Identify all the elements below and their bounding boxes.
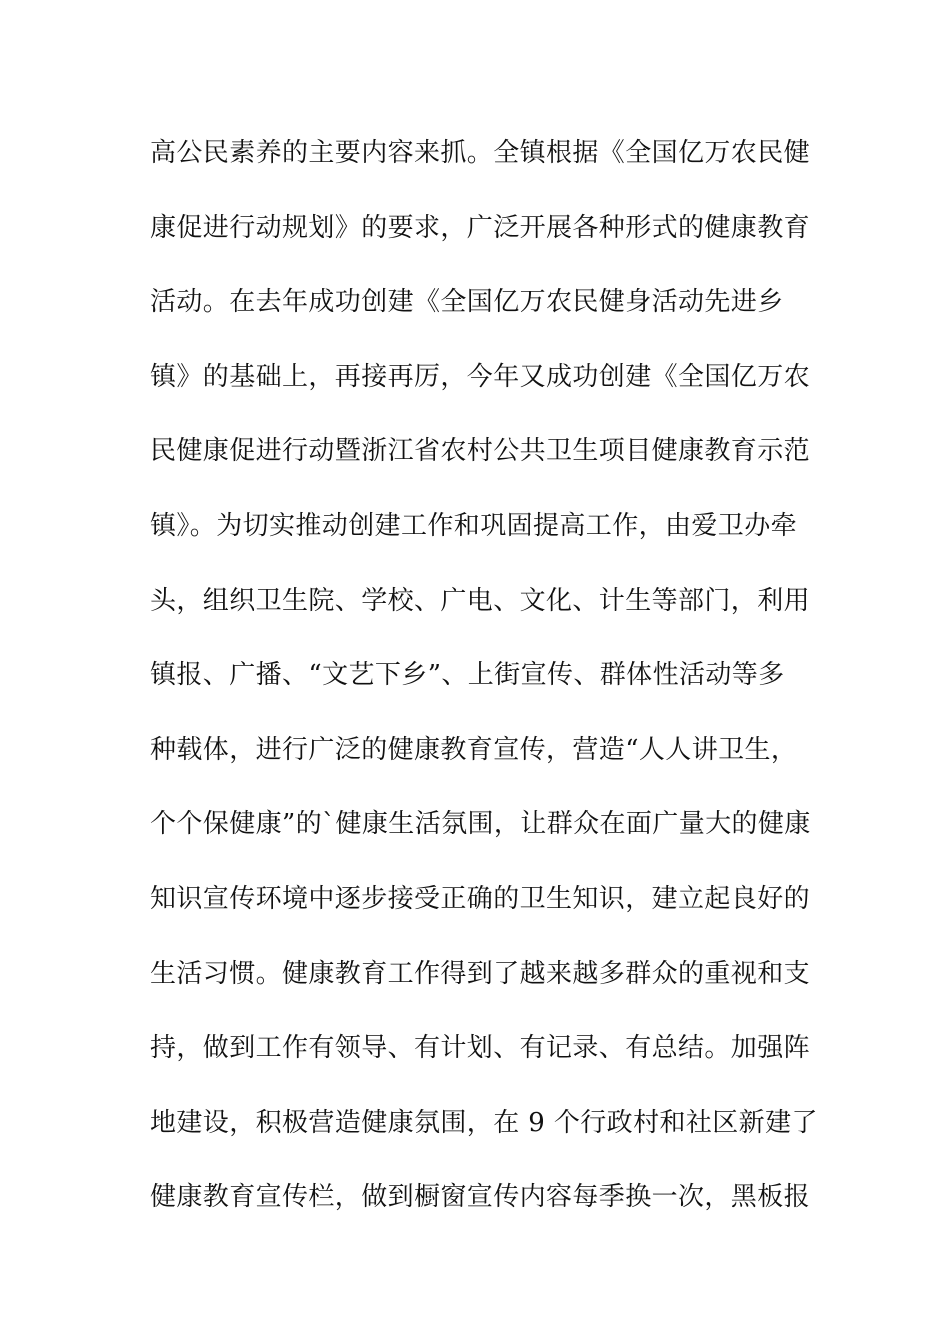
text-line-7: 头，组织卫生院、学校、广电、文化、计生等部门，利用: [150, 585, 811, 616]
text-line-14: 地建设，积极营造健康氛围，在 9 个行政村和社区新建了: [150, 1107, 818, 1138]
text-line-8: 镇报、广播、“文艺下乡”、上街宣传、群体性活动等多: [150, 660, 785, 691]
body-text: [150, 126, 818, 1245]
text-line-11: 知识宣传环境中逐步接受正确的卫生知识，建立起良好的: [150, 883, 811, 914]
text-line-6: 镇》。为切实推动创建工作和巩固提高工作，由爱卫办牵: [150, 510, 798, 541]
text-line-3: 活动。在去年成功创建《全国亿万农民健身活动先进乡: [150, 287, 784, 318]
text-line-15: 健康教育宣传栏，做到橱窗宣传内容每季换一次，黑板报: [150, 1182, 811, 1213]
text-line-12: 生活习惯。健康教育工作得到了越来越多群众的重视和支: [150, 958, 811, 989]
text-line-1: 高公民素养的主要内容来抓。全镇根据《全国亿万农民健: [150, 138, 811, 168]
text-line-10: 个个保健康”的`健康生活氛围，让群众在面广量大的健康: [150, 809, 811, 840]
text-line-13: 持，做到工作有领导、有计划、有记录、有总结。加强阵: [150, 1033, 811, 1064]
text-line-4: 镇》的基础上，再接再厉，今年又成功创建《全国亿万农: [150, 361, 811, 392]
text-line-5: 民健康促进行动暨浙江省农村公共卫生项目健康教育示范: [150, 436, 811, 467]
text-line-9: 种载体，进行广泛的健康教育宣传，营造“人人讲卫生，: [150, 734, 798, 765]
text-line-2: 康促进行动规划》的要求，广泛开展各种形式的健康教育: [150, 212, 811, 243]
